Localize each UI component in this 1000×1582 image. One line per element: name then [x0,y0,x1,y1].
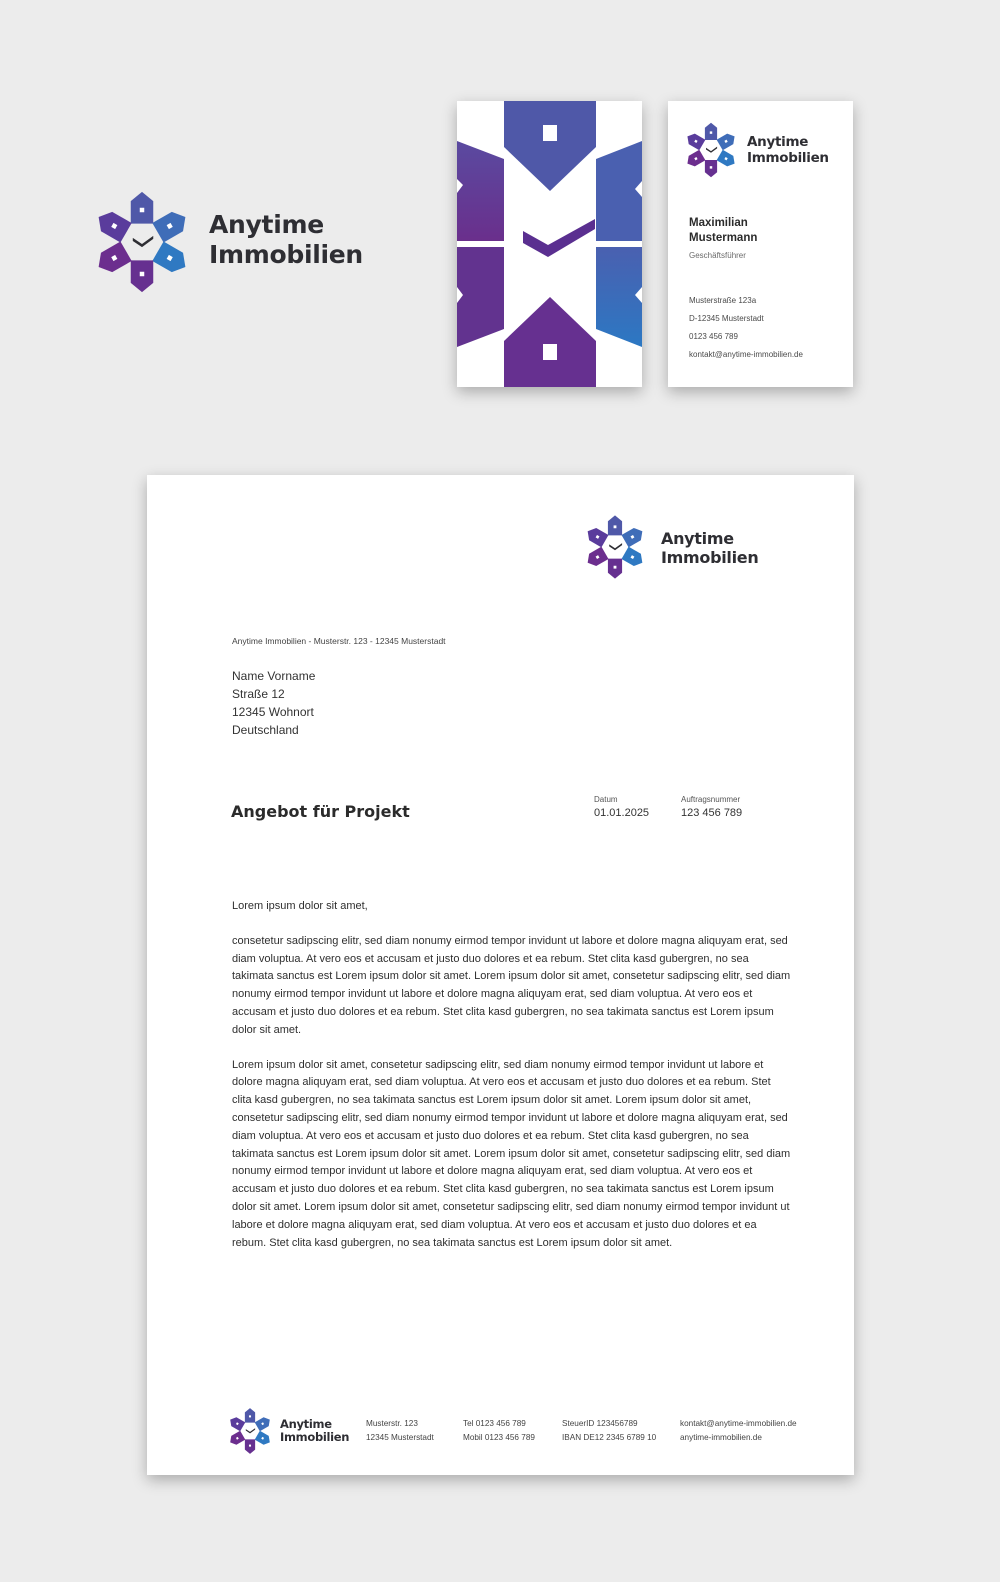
footer-logo [229,1410,350,1457]
first-name: Maximilian [689,217,748,229]
brand-line1: Anytime [747,134,809,150]
card-contact [689,292,803,364]
letter-brand-wordmark [661,529,758,567]
house-ring-logo-icon [96,196,188,288]
paragraph-1: consetetur sadipscing elitr, sed diam nonumy eirmod tempor invidunt ut labore et dolore magna aliquyam erat, sed diam voluptua. At vero eos et accusam et justo duo dolores et ea rebum. Stet clita kasd gubergren, no sea takimata sanctus est Lorem ipsum dolor sit amet. Lorem ipsum dolor sit amet, consetetur sadipscing elitr, sed diam nonumy eirmod tempor invidunt ut labore et dolore magna aliquyam erat, sed diam voluptua. At vero eos et accusam et justo duo dolores et ea rebum. Stet clita kasd gubergren, no sea takimata sanctus est Lorem ipsum dolor sit amet. [232,934,791,1036]
last-name: Mustermann [689,232,758,244]
letter-body [232,898,792,1269]
business-card-front [457,101,642,387]
card-role: Geschäftsführer [689,251,746,260]
date-field [594,795,649,819]
brand-line1: Anytime [280,1417,332,1431]
salutation: Lorem ipsum dolor sit amet, [232,900,368,912]
brand-line1: Anytime [661,529,734,548]
recipient-city: 12345 Wohnort [232,705,314,719]
letterhead [147,475,854,1475]
recipient-street: Straße 12 [232,687,285,701]
card-street: Musterstraße 123a [689,296,757,305]
business-card-back [668,101,853,387]
main-logo [96,196,363,293]
recipient-address [232,667,315,739]
footer-brand-wordmark [280,1418,349,1444]
footer-address [366,1417,434,1445]
house-ring-logo-icon [586,518,644,576]
order-value: 123 456 789 [681,807,743,819]
date-value: 01.01.2025 [594,807,650,819]
letter-logo [586,518,759,581]
brand-line2: Immobilien [747,150,829,166]
letter-subject: Angebot für Projekt [231,802,410,821]
card-city: D-12345 Musterstadt [689,314,764,323]
footer-tel: Tel 0123 456 789 [463,1419,526,1428]
date-label: Datum [594,795,618,804]
footer-web [680,1417,797,1445]
footer-website: anytime-immobilien.de [680,1433,762,1442]
sender-line: Anytime Immobilien - Musterstr. 123 - 12345 Musterstadt [232,636,446,646]
brand-line1: Anytime [209,210,324,239]
footer-tax [562,1417,656,1445]
footer-tax-id: SteuerID 123456789 [562,1419,638,1428]
footer-street: Musterstr. 123 [366,1419,418,1428]
footer-phone [463,1417,535,1445]
order-number-field [681,795,742,819]
brand-line2: Immobilien [661,548,759,567]
card-brand-wordmark [747,134,829,166]
footer-email: kontakt@anytime-immobilien.de [680,1419,797,1428]
footer-city: 12345 Musterstadt [366,1433,434,1442]
recipient-name: Name Vorname [232,669,316,683]
paragraph-2: Lorem ipsum dolor sit amet, consetetur sadipscing elitr, sed diam nonumy eirmod tempor invidunt ut labore et dolore magna aliquyam erat, sed diam voluptua. At vero eos et accusam et justo duo dolores et ea rebum. Stet clita kasd gubergren, no sea takimata sanctus est Lorem ipsum dolor sit amet. Lorem ipsum dolor sit amet, consetetur sadipscing elitr, sed diam nonumy eirmod tempor invidunt ut labore et dolore magna aliquyam erat, sed diam voluptua. At vero eos et accusam et justo duo dolores et ea rebum. Stet clita kasd gubergren, no sea takimata sanctus est Lorem ipsum dolor sit amet. Lorem ipsum dolor sit amet, consetetur sadipscing elitr, sed diam nonumy eirmod tempor invidunt ut labore et dolore magna aliquyam erat, sed diam voluptua. At vero eos et accusam et justo duo dolores et ea rebum. Stet clita kasd gubergren, no sea takimata sanctus est Lorem ipsum dolor sit amet. Lorem ipsum dolor sit amet, consetetur sadipscing elitr, sed diam nonumy eirmod tempor invidunt ut labore et dolore magna aliquyam erat, sed diam voluptua. At vero eos et accusam et justo duo dolores et ea rebum. Stet clita kasd gubergren, no sea takimata sanctus est Lorem ipsum dolor sit amet. [232,1058,791,1249]
order-label: Auftragsnummer [681,795,741,804]
card-person-name [689,216,757,246]
brand-wordmark [209,210,363,270]
brand-line2: Immobilien [280,1430,350,1444]
card-email: kontakt@anytime-immobilien.de [689,350,803,359]
brand-line2: Immobilien [209,240,363,269]
card-phone: 0123 456 789 [689,332,738,341]
footer-mobile: Mobil 0123 456 789 [463,1433,535,1442]
footer-iban: IBAN DE12 2345 6789 10 [562,1433,657,1442]
card-pattern-graphic [457,101,642,387]
house-ring-logo-icon [686,125,736,175]
house-ring-logo-icon [229,1410,271,1452]
recipient-country: Deutschland [232,723,299,737]
